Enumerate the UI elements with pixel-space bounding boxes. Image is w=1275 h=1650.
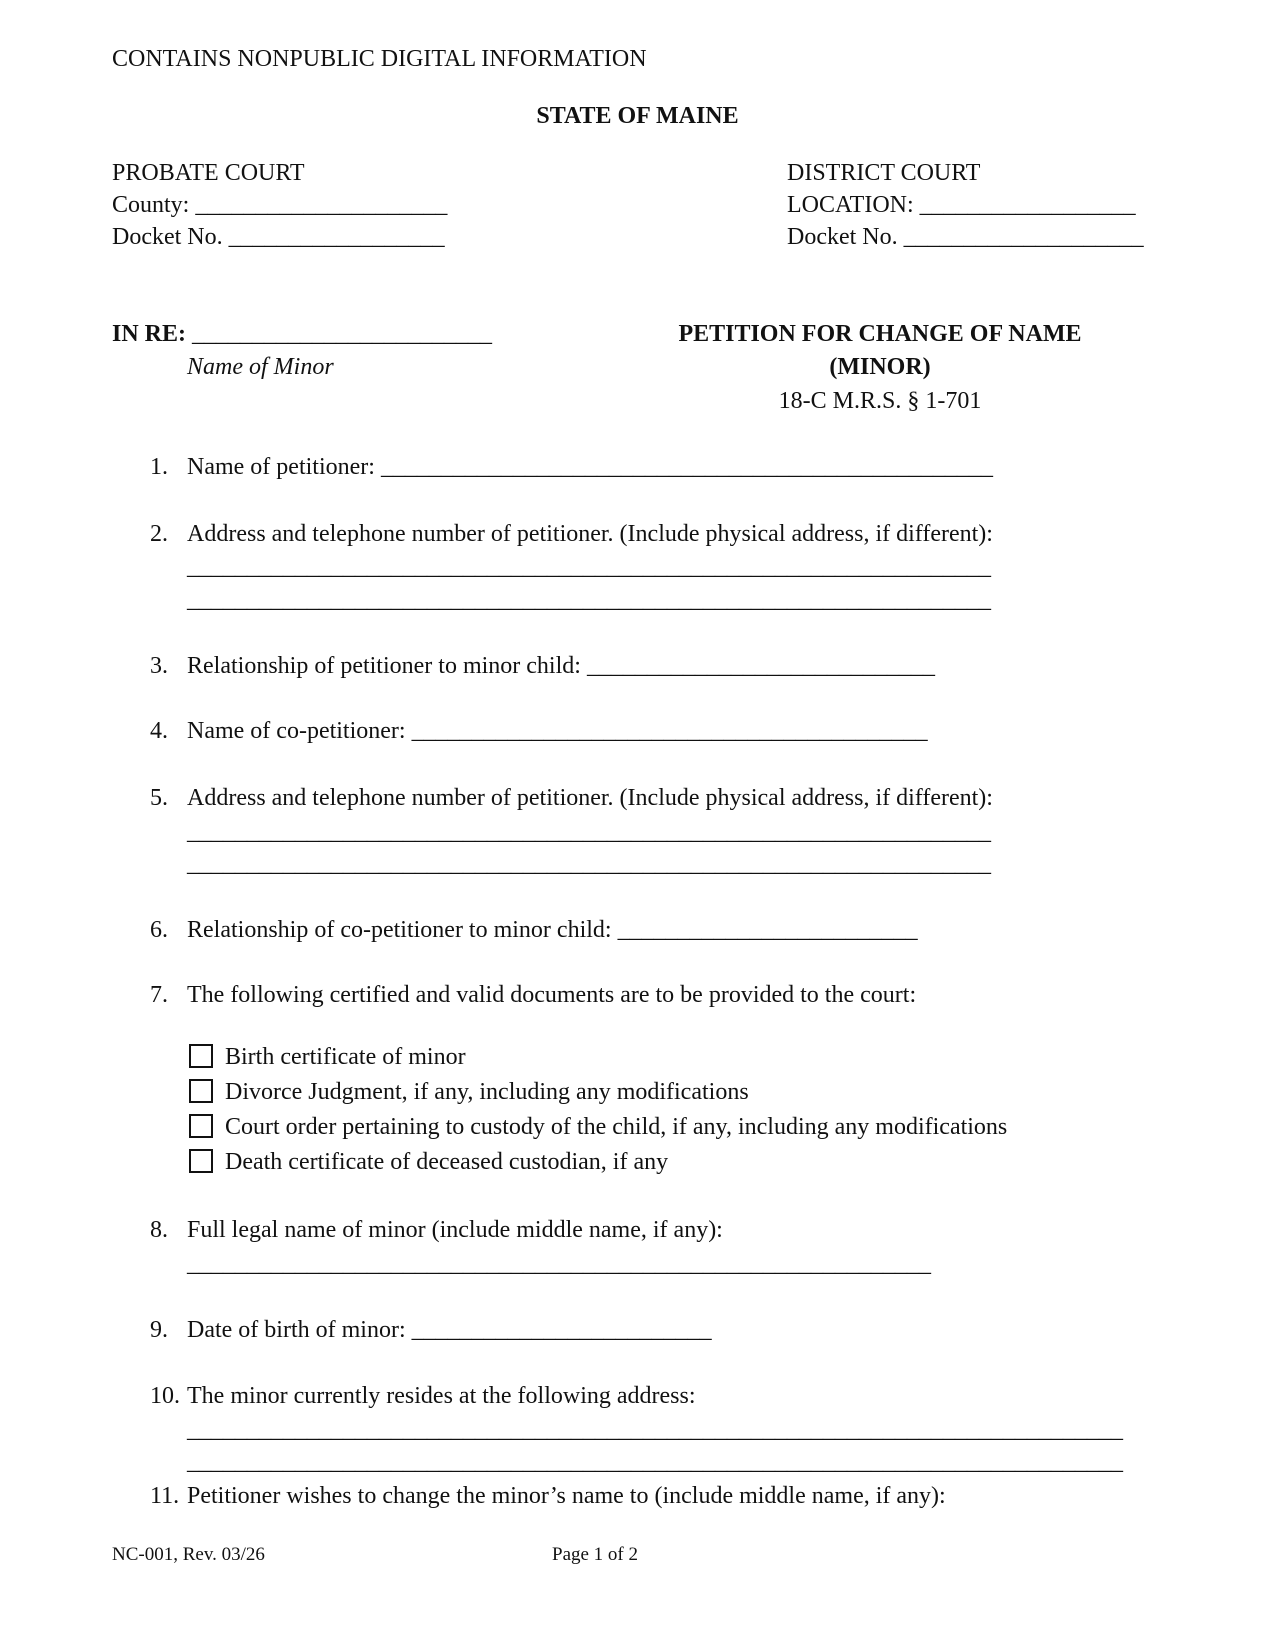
minor-dob-line[interactable]: _________________________	[411, 1317, 712, 1343]
item-9[interactable]	[187, 1318, 712, 1342]
item-9-number: 9.	[150, 1317, 168, 1343]
probate-docket-label: Docket No.	[112, 224, 223, 250]
in-re-line[interactable]: _________________________	[192, 321, 493, 347]
petitioner-address-line-1[interactable]: ___________________________________________________________________	[187, 554, 991, 580]
checkbox-item[interactable]	[189, 1114, 1007, 1139]
item-7-label: The following certified and valid documents are to be provided to the court:	[187, 982, 917, 1008]
item-3[interactable]	[187, 654, 935, 678]
item-1-label: Name of petitioner:	[187, 454, 375, 480]
item-8-number: 8.	[150, 1217, 168, 1243]
district-court-title: DISTRICT COURT	[787, 160, 981, 186]
item-6-label: Relationship of co-petitioner to minor child:	[187, 917, 612, 943]
confidential-notice: CONTAINS NONPUBLIC DIGITAL INFORMATION	[112, 46, 647, 72]
item-9-label: Date of birth of minor:	[187, 1317, 406, 1343]
in-re-field[interactable]	[112, 322, 492, 346]
item-8-label: Full legal name of minor (include middle name, if any):	[187, 1217, 723, 1243]
district-docket-field[interactable]	[787, 225, 1144, 249]
checkbox[interactable]	[189, 1044, 213, 1068]
checkbox-label: Death certificate of deceased custodian, if any	[225, 1149, 669, 1175]
checkbox[interactable]	[189, 1149, 213, 1173]
checkbox-label: Court order pertaining to custody of the child, if any, including any modifications	[225, 1114, 1008, 1140]
item-2-label: Address and telephone number of petitioner. (Include physical address, if different):	[187, 521, 993, 547]
county-line[interactable]: _____________________	[195, 192, 448, 218]
statute-citation: 18-C M.R.S. § 1-701	[778, 388, 982, 414]
item-4-label: Name of co-petitioner:	[187, 718, 406, 744]
probate-docket-field[interactable]	[112, 225, 445, 249]
item-5-number: 5.	[150, 785, 168, 811]
location-label: LOCATION:	[787, 192, 914, 218]
item-3-number: 3.	[150, 653, 168, 679]
item-1[interactable]	[187, 455, 993, 479]
item-4-number: 4.	[150, 718, 168, 744]
item-6-number: 6.	[150, 917, 168, 943]
petitioner-address-line-2[interactable]: ___________________________________________________________________	[187, 587, 991, 613]
checkbox[interactable]	[189, 1114, 213, 1138]
minor-legal-name-line[interactable]: ______________________________________________________________	[187, 1251, 931, 1277]
minor-address-line-2[interactable]: ______________________________________________________________________________	[187, 1449, 1123, 1475]
in-re-label: IN RE:	[112, 321, 187, 347]
co-petitioner-name-line[interactable]: ___________________________________________	[411, 718, 928, 744]
checkbox-item[interactable]	[189, 1149, 668, 1174]
checkbox-label: Divorce Judgment, if any, including any modifications	[225, 1079, 749, 1105]
co-petitioner-relationship-line[interactable]: _________________________	[617, 917, 918, 943]
item-11-label: Petitioner wishes to change the minor’s name to (include middle name, if any):	[187, 1483, 946, 1509]
district-location-field[interactable]	[787, 193, 1136, 217]
checkbox-label: Birth certificate of minor	[225, 1044, 466, 1070]
checkbox[interactable]	[189, 1079, 213, 1103]
name-of-minor-label: Name of Minor	[187, 354, 334, 380]
petition-title: PETITION FOR CHANGE OF NAME	[678, 321, 1082, 347]
item-5-label: Address and telephone number of petitioner. (Include physical address, if different):	[187, 785, 993, 811]
co-petitioner-address-line-2[interactable]: ___________________________________________________________________	[187, 851, 991, 877]
district-docket-label: Docket No.	[787, 224, 898, 250]
checkbox-item[interactable]	[189, 1079, 749, 1104]
item-7-number: 7.	[150, 982, 168, 1008]
item-11-number: 11.	[150, 1483, 180, 1509]
item-10-label: The minor currently resides at the following address:	[187, 1383, 696, 1409]
district-docket-line[interactable]: ____________________	[903, 224, 1144, 250]
checkbox-item[interactable]	[189, 1044, 466, 1069]
county-label: County:	[112, 192, 190, 218]
item-3-label: Relationship of petitioner to minor child:	[187, 653, 581, 679]
co-petitioner-address-line-1[interactable]: ___________________________________________________________________	[187, 819, 991, 845]
item-6[interactable]	[187, 918, 918, 942]
item-10-number: 10.	[150, 1383, 180, 1409]
location-line[interactable]: __________________	[919, 192, 1136, 218]
probate-court-title: PROBATE COURT	[112, 160, 305, 186]
minor-address-line-1[interactable]: ______________________________________________________________________________	[187, 1417, 1123, 1443]
petition-subtitle: (MINOR)	[829, 354, 931, 380]
probate-docket-line[interactable]: __________________	[228, 224, 445, 250]
form-id: NC-001, Rev. 03/26	[112, 1544, 265, 1565]
item-1-number: 1.	[150, 454, 168, 480]
probate-county-field[interactable]	[112, 193, 447, 217]
item-2-number: 2.	[150, 521, 168, 547]
state-title: STATE OF MAINE	[536, 103, 739, 129]
page-number: Page 1 of 2	[552, 1544, 639, 1565]
item-4[interactable]	[187, 719, 928, 743]
petitioner-relationship-line[interactable]: _____________________________	[586, 653, 935, 679]
petitioner-name-line[interactable]: ___________________________________________________	[380, 454, 993, 480]
